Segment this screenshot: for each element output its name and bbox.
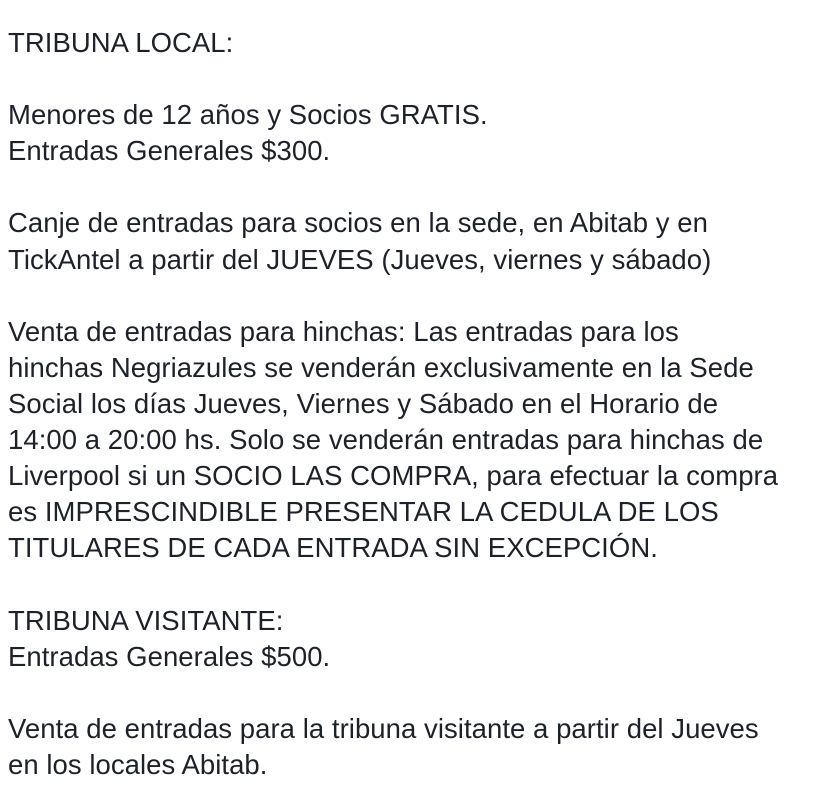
paragraph-gap bbox=[8, 278, 816, 314]
exchange-line-1: Canje de entradas para socios en la sede, en Abitab y en bbox=[8, 207, 708, 239]
local-general-price: Entradas Generales $300. bbox=[8, 135, 331, 167]
fans-sale-line-6: es IMPRESCINDIBLE PRESENTAR LA CEDULA DE LOS bbox=[8, 496, 719, 528]
visitor-sale-line-2: en los locales Abitab. bbox=[8, 748, 268, 780]
fans-sale-line-2: hinchas Negriazules se venderán exclusivamente en la Sede bbox=[8, 351, 754, 383]
paragraph-gap bbox=[8, 169, 816, 205]
local-stand-heading: TRIBUNA LOCAL: bbox=[8, 27, 234, 58]
visitor-general-price: Entradas Generales $500. bbox=[8, 640, 331, 672]
fans-sale-line-4: 14:00 a 20:00 hs. Solo se venderán entradas para hinchas de bbox=[8, 424, 764, 456]
local-free-entry: Menores de 12 años y Socios GRATIS. bbox=[8, 99, 488, 131]
visitor-sale-line-1: Venta de entradas para la tribuna visitante a partir del Jueves bbox=[8, 712, 759, 744]
fans-sale-line-3: Social los días Jueves, Viernes y Sábado en el Horario de bbox=[8, 387, 719, 419]
post-text bbox=[8, 25, 816, 783]
fans-sale-line-5: Liverpool si un SOCIO LAS COMPRA, para efectuar la compra bbox=[8, 460, 779, 492]
paragraph-gap bbox=[8, 566, 816, 602]
fans-sale-line-1: Venta de entradas para hinchas: Las entradas para los bbox=[8, 315, 679, 347]
fans-sale-line-7: TITULARES DE CADA ENTRADA SIN EXCEPCIÓN. bbox=[8, 532, 658, 564]
exchange-line-2: TickAntel a partir del JUEVES (Jueves, viernes y sábado) bbox=[8, 243, 712, 275]
visitor-stand-heading: TRIBUNA VISITANTE: bbox=[8, 604, 284, 636]
paragraph-gap bbox=[8, 61, 816, 97]
paragraph-gap bbox=[8, 675, 816, 711]
